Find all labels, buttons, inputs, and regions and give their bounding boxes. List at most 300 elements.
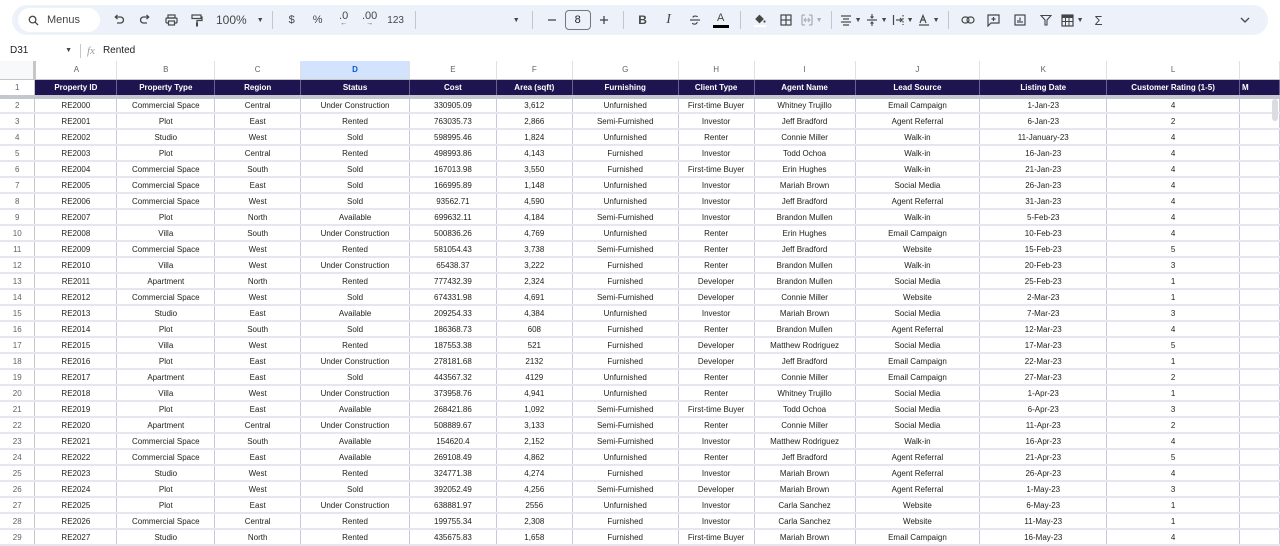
table-cell[interactable]: RE2004: [35, 161, 117, 177]
table-cell[interactable]: 4: [1107, 529, 1240, 545]
row-number[interactable]: 28: [0, 513, 35, 529]
table-cell[interactable]: 4: [1107, 209, 1240, 225]
table-cell[interactable]: RE2013: [35, 305, 117, 321]
table-cell[interactable]: South: [215, 433, 301, 449]
table-cell[interactable]: Sold: [301, 177, 410, 193]
table-cell[interactable]: [1240, 497, 1280, 513]
header-cell[interactable]: Listing Date: [980, 79, 1107, 97]
font-family-select[interactable]: [424, 8, 524, 32]
row-number[interactable]: 25: [0, 465, 35, 481]
table-cell[interactable]: 4: [1107, 465, 1240, 481]
row-number[interactable]: 17: [0, 337, 35, 353]
table-cell[interactable]: Sold: [301, 321, 410, 337]
table-cell[interactable]: RE2021: [35, 433, 117, 449]
table-cell[interactable]: 4: [1107, 177, 1240, 193]
table-cell[interactable]: 435675.83: [409, 529, 496, 545]
column-header-d[interactable]: D: [301, 61, 410, 79]
table-cell[interactable]: Furnished: [572, 529, 678, 545]
table-cell[interactable]: Under Construction: [301, 257, 410, 273]
table-cell[interactable]: Mariah Brown: [754, 305, 855, 321]
table-cell[interactable]: RE2020: [35, 417, 117, 433]
name-box[interactable]: [0, 45, 76, 56]
column-header-e[interactable]: E: [409, 61, 496, 79]
bold-button[interactable]: [632, 8, 654, 32]
row-number[interactable]: 13: [0, 273, 35, 289]
table-cell[interactable]: [1240, 289, 1280, 305]
table-cell[interactable]: [1240, 417, 1280, 433]
table-cell[interactable]: Furnished: [572, 145, 678, 161]
table-cell[interactable]: 21-Jan-23: [980, 161, 1107, 177]
column-header-a[interactable]: A: [35, 61, 117, 79]
column-header-b[interactable]: B: [117, 61, 215, 79]
column-header-f[interactable]: F: [496, 61, 572, 79]
table-cell[interactable]: Website: [855, 289, 980, 305]
table-cell[interactable]: Plot: [117, 497, 215, 513]
row-number[interactable]: 16: [0, 321, 35, 337]
table-cell[interactable]: 4: [1107, 321, 1240, 337]
table-cell[interactable]: Furnished: [572, 337, 678, 353]
redo-button[interactable]: [134, 8, 156, 32]
table-cell[interactable]: Commercial Space: [117, 433, 215, 449]
table-cell[interactable]: 167013.98: [409, 161, 496, 177]
table-cell[interactable]: 4: [1107, 97, 1240, 113]
header-cell[interactable]: Property Type: [117, 79, 215, 97]
table-cell[interactable]: 1,824: [496, 129, 572, 145]
row-number[interactable]: 6: [0, 161, 35, 177]
table-cell[interactable]: Mariah Brown: [754, 465, 855, 481]
header-cell[interactable]: Lead Source: [855, 79, 980, 97]
table-cell[interactable]: West: [215, 337, 301, 353]
table-cell[interactable]: West: [215, 193, 301, 209]
table-cell[interactable]: 1: [1107, 513, 1240, 529]
table-cell[interactable]: Agent Referral: [855, 465, 980, 481]
table-cell[interactable]: RE2012: [35, 289, 117, 305]
table-cell[interactable]: 3: [1107, 401, 1240, 417]
table-cell[interactable]: Apartment: [117, 369, 215, 385]
table-cell[interactable]: Investor: [678, 177, 754, 193]
table-cell[interactable]: Sold: [301, 289, 410, 305]
table-cell[interactable]: Commercial Space: [117, 449, 215, 465]
header-cell[interactable]: Client Type: [678, 79, 754, 97]
table-cell[interactable]: Erin Hughes: [754, 161, 855, 177]
table-cell[interactable]: Jeff Bradford: [754, 113, 855, 129]
table-cell[interactable]: Villa: [117, 257, 215, 273]
table-cell[interactable]: East: [215, 497, 301, 513]
table-cell[interactable]: East: [215, 353, 301, 369]
table-cell[interactable]: Whitney Trujillo: [754, 97, 855, 113]
table-cell[interactable]: Unfurnished: [572, 497, 678, 513]
table-cell[interactable]: Semi-Furnished: [572, 113, 678, 129]
table-cell[interactable]: East: [215, 401, 301, 417]
table-cell[interactable]: Investor: [678, 145, 754, 161]
column-header-k[interactable]: K: [980, 61, 1107, 79]
table-cell[interactable]: Social Media: [855, 273, 980, 289]
table-cell[interactable]: 1-May-23: [980, 481, 1107, 497]
row-number[interactable]: 29: [0, 529, 35, 545]
table-cell[interactable]: First-time Buyer: [678, 529, 754, 545]
table-cell[interactable]: 4: [1107, 193, 1240, 209]
table-cell[interactable]: Social Media: [855, 177, 980, 193]
table-cell[interactable]: RE2016: [35, 353, 117, 369]
table-cell[interactable]: Brandon Mullen: [754, 273, 855, 289]
table-cell[interactable]: RE2009: [35, 241, 117, 257]
column-header-m[interactable]: [1240, 61, 1280, 79]
column-header-h[interactable]: H: [678, 61, 754, 79]
table-cell[interactable]: Agent Referral: [855, 321, 980, 337]
column-header-g[interactable]: G: [572, 61, 678, 79]
table-cell[interactable]: 2: [1107, 417, 1240, 433]
insert-comment-button[interactable]: [983, 8, 1005, 32]
table-cell[interactable]: Semi-Furnished: [572, 417, 678, 433]
table-cell[interactable]: Renter: [678, 129, 754, 145]
table-cell[interactable]: 4,941: [496, 385, 572, 401]
table-cell[interactable]: 581054.43: [409, 241, 496, 257]
table-cell[interactable]: Unfurnished: [572, 129, 678, 145]
table-cell[interactable]: Sold: [301, 129, 410, 145]
insert-chart-button[interactable]: [1009, 8, 1031, 32]
table-cell[interactable]: 25-Feb-23: [980, 273, 1107, 289]
table-cell[interactable]: Renter: [678, 225, 754, 241]
table-cell[interactable]: Unfurnished: [572, 193, 678, 209]
row-number[interactable]: 27: [0, 497, 35, 513]
table-cell[interactable]: 22-Mar-23: [980, 353, 1107, 369]
currency-format-button[interactable]: [281, 8, 303, 32]
table-cell[interactable]: [1240, 161, 1280, 177]
table-cell[interactable]: Walk-in: [855, 257, 980, 273]
table-cell[interactable]: Central: [215, 97, 301, 113]
table-cell[interactable]: Furnished: [572, 353, 678, 369]
table-cell[interactable]: Email Campaign: [855, 529, 980, 545]
row-number[interactable]: 19: [0, 369, 35, 385]
table-cell[interactable]: East: [215, 177, 301, 193]
table-cell[interactable]: Plot: [117, 353, 215, 369]
table-cell[interactable]: 31-Jan-23: [980, 193, 1107, 209]
table-cell[interactable]: Sold: [301, 161, 410, 177]
row-number[interactable]: 26: [0, 481, 35, 497]
table-cell[interactable]: 699632.11: [409, 209, 496, 225]
create-filter-button[interactable]: [1035, 8, 1057, 32]
table-cell[interactable]: East: [215, 113, 301, 129]
functions-button[interactable]: [1088, 8, 1110, 32]
table-cell[interactable]: South: [215, 321, 301, 337]
table-cell[interactable]: Email Campaign: [855, 97, 980, 113]
table-cell[interactable]: Semi-Furnished: [572, 289, 678, 305]
vertical-scrollbar[interactable]: [1272, 99, 1278, 121]
horizontal-align-button[interactable]: [840, 8, 862, 32]
table-cell[interactable]: Rented: [301, 145, 410, 161]
table-cell[interactable]: 3: [1107, 481, 1240, 497]
table-cell[interactable]: Commercial Space: [117, 97, 215, 113]
table-cell[interactable]: 11-May-23: [980, 513, 1107, 529]
table-cell[interactable]: 5: [1107, 241, 1240, 257]
table-cell[interactable]: Studio: [117, 465, 215, 481]
header-cell[interactable]: Furnishing: [572, 79, 678, 97]
table-cell[interactable]: Under Construction: [301, 385, 410, 401]
more-formats-button[interactable]: [385, 8, 407, 32]
table-cell[interactable]: 269108.49: [409, 449, 496, 465]
row-number[interactable]: 7: [0, 177, 35, 193]
table-cell[interactable]: 2556: [496, 497, 572, 513]
table-cell[interactable]: Agent Referral: [855, 113, 980, 129]
table-cell[interactable]: 1: [1107, 385, 1240, 401]
table-cell[interactable]: West: [215, 385, 301, 401]
table-cell[interactable]: Developer: [678, 353, 754, 369]
column-header-c[interactable]: C: [215, 61, 301, 79]
table-cell[interactable]: 6-May-23: [980, 497, 1107, 513]
table-cell[interactable]: Renter: [678, 321, 754, 337]
table-cell[interactable]: 330905.09: [409, 97, 496, 113]
table-cell[interactable]: Studio: [117, 529, 215, 545]
table-cell[interactable]: Unfurnished: [572, 385, 678, 401]
table-cell[interactable]: Agent Referral: [855, 193, 980, 209]
table-cell[interactable]: Social Media: [855, 401, 980, 417]
table-cell[interactable]: Furnished: [572, 513, 678, 529]
table-cell[interactable]: 3,738: [496, 241, 572, 257]
table-cell[interactable]: Furnished: [572, 161, 678, 177]
table-cell[interactable]: Available: [301, 433, 410, 449]
table-cell[interactable]: 10-Feb-23: [980, 225, 1107, 241]
table-cell[interactable]: Furnished: [572, 257, 678, 273]
increase-font-size-button[interactable]: [593, 8, 615, 32]
row-number[interactable]: 18: [0, 353, 35, 369]
table-cell[interactable]: East: [215, 305, 301, 321]
fill-color-button[interactable]: [749, 8, 771, 32]
table-cell[interactable]: Website: [855, 241, 980, 257]
table-cell[interactable]: 1: [1107, 289, 1240, 305]
table-cell[interactable]: 4: [1107, 161, 1240, 177]
table-cell[interactable]: Under Construction: [301, 353, 410, 369]
row-number[interactable]: 20: [0, 385, 35, 401]
table-cell[interactable]: Plot: [117, 481, 215, 497]
table-cell[interactable]: [1240, 529, 1280, 545]
table-cell[interactable]: Investor: [678, 465, 754, 481]
table-cell[interactable]: 392052.49: [409, 481, 496, 497]
table-cell[interactable]: 777432.39: [409, 273, 496, 289]
table-cell[interactable]: Central: [215, 513, 301, 529]
table-cell[interactable]: 187553.38: [409, 337, 496, 353]
table-cell[interactable]: 16-Jan-23: [980, 145, 1107, 161]
table-cell[interactable]: 93562.71: [409, 193, 496, 209]
table-cell[interactable]: Todd Ochoa: [754, 401, 855, 417]
table-cell[interactable]: West: [215, 289, 301, 305]
table-cell[interactable]: Renter: [678, 385, 754, 401]
table-cell[interactable]: Jeff Bradford: [754, 241, 855, 257]
table-cell[interactable]: RE2000: [35, 97, 117, 113]
table-cell[interactable]: Villa: [117, 337, 215, 353]
table-cell[interactable]: Jeff Bradford: [754, 353, 855, 369]
table-cell[interactable]: Under Construction: [301, 417, 410, 433]
table-cell[interactable]: 4,256: [496, 481, 572, 497]
table-cell[interactable]: First-time Buyer: [678, 401, 754, 417]
table-cell[interactable]: 199755.34: [409, 513, 496, 529]
table-cell[interactable]: [1240, 337, 1280, 353]
table-cell[interactable]: RE2002: [35, 129, 117, 145]
table-cell[interactable]: 521: [496, 337, 572, 353]
table-cell[interactable]: [1240, 369, 1280, 385]
table-cell[interactable]: Unfurnished: [572, 305, 678, 321]
table-cell[interactable]: 4,143: [496, 145, 572, 161]
filter-views-button[interactable]: [1061, 8, 1084, 32]
table-cell[interactable]: RE2005: [35, 177, 117, 193]
table-cell[interactable]: Matthew Rodriguez: [754, 337, 855, 353]
table-cell[interactable]: 3: [1107, 257, 1240, 273]
table-cell[interactable]: Mariah Brown: [754, 529, 855, 545]
table-cell[interactable]: Brandon Mullen: [754, 209, 855, 225]
table-cell[interactable]: Erin Hughes: [754, 225, 855, 241]
header-cell[interactable]: Agent Name: [754, 79, 855, 97]
merge-cells-button[interactable]: [801, 8, 823, 32]
table-cell[interactable]: West: [215, 257, 301, 273]
table-cell[interactable]: Renter: [678, 257, 754, 273]
table-cell[interactable]: 4,691: [496, 289, 572, 305]
header-cell[interactable]: Customer Rating (1-5): [1107, 79, 1240, 97]
table-cell[interactable]: Walk-in: [855, 209, 980, 225]
header-cell[interactable]: Status: [301, 79, 410, 97]
table-cell[interactable]: Rented: [301, 513, 410, 529]
table-cell[interactable]: 11-January-23: [980, 129, 1107, 145]
table-cell[interactable]: West: [215, 465, 301, 481]
row-number[interactable]: 10: [0, 225, 35, 241]
table-cell[interactable]: First-time Buyer: [678, 97, 754, 113]
table-cell[interactable]: Sold: [301, 481, 410, 497]
table-cell[interactable]: 17-Mar-23: [980, 337, 1107, 353]
table-cell[interactable]: 26-Jan-23: [980, 177, 1107, 193]
table-cell[interactable]: 2: [1107, 369, 1240, 385]
table-cell[interactable]: Available: [301, 449, 410, 465]
table-cell[interactable]: 2: [1107, 113, 1240, 129]
table-cell[interactable]: RE2010: [35, 257, 117, 273]
table-cell[interactable]: RE2026: [35, 513, 117, 529]
table-cell[interactable]: Apartment: [117, 417, 215, 433]
insert-link-button[interactable]: [957, 8, 979, 32]
table-cell[interactable]: 500836.26: [409, 225, 496, 241]
row-number[interactable]: 4: [0, 129, 35, 145]
table-cell[interactable]: RE2022: [35, 449, 117, 465]
table-cell[interactable]: Semi-Furnished: [572, 433, 678, 449]
table-cell[interactable]: 3,550: [496, 161, 572, 177]
table-cell[interactable]: [1240, 385, 1280, 401]
table-cell[interactable]: Investor: [678, 209, 754, 225]
table-cell[interactable]: North: [215, 209, 301, 225]
table-cell[interactable]: Renter: [678, 449, 754, 465]
table-cell[interactable]: Investor: [678, 305, 754, 321]
table-cell[interactable]: RE2023: [35, 465, 117, 481]
table-cell[interactable]: Available: [301, 401, 410, 417]
table-cell[interactable]: 11-Apr-23: [980, 417, 1107, 433]
table-cell[interactable]: Available: [301, 209, 410, 225]
strikethrough-button[interactable]: [684, 8, 706, 32]
row-number[interactable]: 21: [0, 401, 35, 417]
table-cell[interactable]: [1240, 273, 1280, 289]
table-cell[interactable]: 508889.67: [409, 417, 496, 433]
table-cell[interactable]: Plot: [117, 113, 215, 129]
table-cell[interactable]: Rented: [301, 113, 410, 129]
table-cell[interactable]: Renter: [678, 369, 754, 385]
table-cell[interactable]: 1,148: [496, 177, 572, 193]
table-cell[interactable]: Rented: [301, 465, 410, 481]
table-cell[interactable]: Commercial Space: [117, 161, 215, 177]
table-cell[interactable]: Mariah Brown: [754, 177, 855, 193]
table-cell[interactable]: Social Media: [855, 385, 980, 401]
table-cell[interactable]: 3: [1107, 305, 1240, 321]
table-cell[interactable]: Agent Referral: [855, 449, 980, 465]
table-cell[interactable]: 27-Mar-23: [980, 369, 1107, 385]
decrease-decimal-button[interactable]: [333, 8, 355, 32]
row-number[interactable]: 3: [0, 113, 35, 129]
table-cell[interactable]: 6-Jan-23: [980, 113, 1107, 129]
table-cell[interactable]: 2,866: [496, 113, 572, 129]
table-cell[interactable]: 21-Apr-23: [980, 449, 1107, 465]
table-cell[interactable]: Unfurnished: [572, 369, 678, 385]
table-cell[interactable]: 763035.73: [409, 113, 496, 129]
table-cell[interactable]: 638881.97: [409, 497, 496, 513]
table-cell[interactable]: Under Construction: [301, 97, 410, 113]
table-cell[interactable]: 209254.33: [409, 305, 496, 321]
increase-decimal-button[interactable]: [359, 8, 381, 32]
table-cell[interactable]: 324771.38: [409, 465, 496, 481]
table-cell[interactable]: Villa: [117, 225, 215, 241]
row-number[interactable]: 11: [0, 241, 35, 257]
table-cell[interactable]: 4129: [496, 369, 572, 385]
row-number[interactable]: 14: [0, 289, 35, 305]
table-cell[interactable]: Furnished: [572, 321, 678, 337]
table-cell[interactable]: North: [215, 529, 301, 545]
table-cell[interactable]: RE2018: [35, 385, 117, 401]
table-cell[interactable]: Commercial Space: [117, 241, 215, 257]
table-cell[interactable]: 20-Feb-23: [980, 257, 1107, 273]
table-cell[interactable]: 6-Apr-23: [980, 401, 1107, 417]
table-cell[interactable]: Commercial Space: [117, 193, 215, 209]
table-cell[interactable]: Brandon Mullen: [754, 321, 855, 337]
table-cell[interactable]: Rented: [301, 337, 410, 353]
table-cell[interactable]: Rented: [301, 241, 410, 257]
header-cell[interactable]: M: [1240, 79, 1280, 97]
table-cell[interactable]: Investor: [678, 513, 754, 529]
table-cell[interactable]: 443567.32: [409, 369, 496, 385]
table-cell[interactable]: 154620.4: [409, 433, 496, 449]
row-number[interactable]: 12: [0, 257, 35, 273]
table-cell[interactable]: 4: [1107, 225, 1240, 241]
table-cell[interactable]: Social Media: [855, 417, 980, 433]
table-cell[interactable]: Unfurnished: [572, 97, 678, 113]
print-button[interactable]: [160, 8, 182, 32]
table-cell[interactable]: 4: [1107, 145, 1240, 161]
table-cell[interactable]: [1240, 145, 1280, 161]
table-cell[interactable]: [1240, 129, 1280, 145]
table-cell[interactable]: 4,590: [496, 193, 572, 209]
table-cell[interactable]: RE2007: [35, 209, 117, 225]
table-cell[interactable]: Under Construction: [301, 225, 410, 241]
table-cell[interactable]: RE2014: [35, 321, 117, 337]
table-cell[interactable]: Semi-Furnished: [572, 209, 678, 225]
table-cell[interactable]: Walk-in: [855, 129, 980, 145]
table-cell[interactable]: 278181.68: [409, 353, 496, 369]
table-cell[interactable]: Semi-Furnished: [572, 401, 678, 417]
table-cell[interactable]: [1240, 305, 1280, 321]
table-cell[interactable]: Walk-in: [855, 433, 980, 449]
table-cell[interactable]: Jeff Bradford: [754, 449, 855, 465]
table-cell[interactable]: 268421.86: [409, 401, 496, 417]
table-cell[interactable]: Investor: [678, 113, 754, 129]
row-number[interactable]: 8: [0, 193, 35, 209]
row-number[interactable]: 23: [0, 433, 35, 449]
table-cell[interactable]: West: [215, 241, 301, 257]
table-cell[interactable]: [1240, 401, 1280, 417]
table-cell[interactable]: Connie Miller: [754, 369, 855, 385]
table-cell[interactable]: Agent Referral: [855, 481, 980, 497]
table-cell[interactable]: 4,384: [496, 305, 572, 321]
table-cell[interactable]: 5-Feb-23: [980, 209, 1107, 225]
